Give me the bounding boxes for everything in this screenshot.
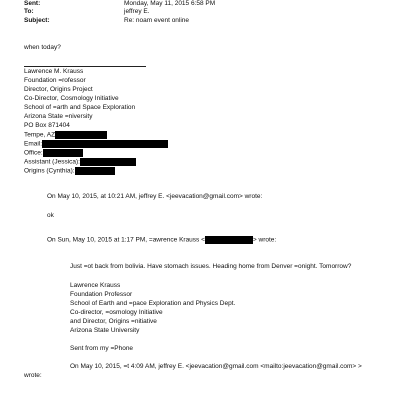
sig-origins (24, 167, 115, 176)
sig-office-label: Office: (24, 149, 43, 157)
nested-wrote: wrote: (24, 372, 42, 379)
subject-label: Subject: (24, 17, 50, 24)
sig-name: Lawrence M. Krauss (24, 68, 84, 75)
body-text: when today? (24, 44, 61, 51)
to-label: To: (24, 8, 34, 15)
quote2-attribution-start: On Sun, May 10, 2015 at 1:17 PM, =awrence Krauss < (47, 236, 205, 244)
nested-sig-name: Lawrence Krauss (70, 282, 121, 289)
signature-divider (24, 66, 146, 67)
sig-school: School of =arth and Space Exploration (24, 104, 136, 111)
sig-origins-label: Origins (Cynthia): (24, 167, 75, 175)
sig-assistant-label: Assistant (Jessica): (24, 158, 80, 166)
subject-value: Re: noam event online (124, 17, 190, 24)
sent-from-line: Sent from my =Phone (70, 345, 134, 352)
sig-university: Arizona State =niversity (24, 113, 93, 120)
sent-label: Sent: (24, 0, 41, 7)
redaction-block (80, 158, 136, 166)
nested-sig-school: School of Earth and =pace Exploration and Physics Dept. (70, 300, 236, 307)
nested-sig-director: and Director, Origins =nitiative (70, 318, 157, 325)
nested-sig-title: Foundation Professor (70, 291, 133, 298)
redaction-block (42, 140, 168, 148)
sig-city-label: Tempe, AZ (24, 131, 56, 139)
sent-value: Monday, May 11, 2015 6:58 PM (124, 0, 216, 7)
sig-email (24, 140, 168, 149)
quote2-attribution-end: > wrote: (252, 236, 277, 244)
nested-sig-codirector: Co-director, =osmology Initiative (70, 309, 163, 316)
sig-director: Director, Origins Project (24, 86, 93, 93)
quote1-attribution: On May 10, 2015, at 10:21 AM, jeffrey E. <jeevacation@gmail.com> wrote: (47, 193, 263, 200)
sig-office (24, 149, 83, 158)
nested-attribution: On May 10, 2015, =t 4:09 AM, jeffrey E. <jeevacation@gmail.com <mailto:jeevacation@gmail.com> > (70, 363, 362, 370)
sig-city (24, 131, 107, 140)
nested-text: Just =ot back from bolivia. Have stomach issues. Heading home from Denver =onight. Tomorrow? (70, 263, 352, 270)
quote2-attribution (47, 236, 276, 245)
nested-sig-university: Arizona State University (70, 327, 140, 334)
redaction-block (75, 167, 115, 175)
sig-title: Foundation =rofessor (24, 77, 86, 84)
sig-assistant (24, 158, 136, 167)
redaction-block (55, 131, 107, 139)
to-value: jeffrey E. (124, 8, 150, 15)
sig-pobox: PO Box 871404 (24, 122, 70, 129)
quote1-text: ok (47, 212, 54, 219)
sig-codirector: Co-Director, Cosmology Initiative (24, 95, 119, 102)
redaction-block (43, 149, 83, 157)
sig-email-label: Email: (24, 140, 43, 148)
redaction-block (205, 236, 253, 244)
